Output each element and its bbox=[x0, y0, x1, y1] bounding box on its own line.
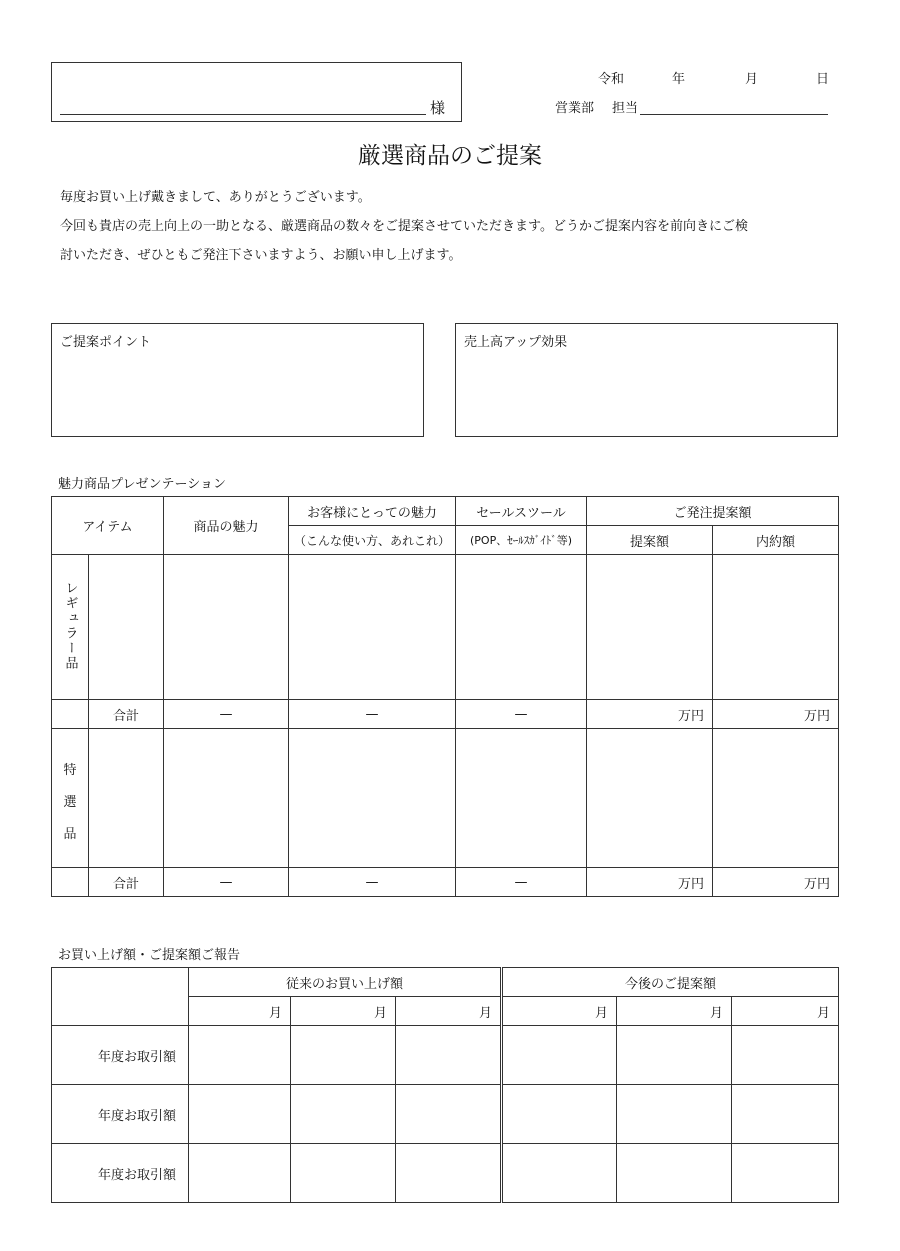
report-corner-cell bbox=[52, 968, 189, 1026]
report-cell bbox=[502, 1144, 617, 1203]
report-past-header: 従来のお買い上げ額 bbox=[189, 968, 502, 997]
regular-total-blank bbox=[52, 700, 89, 729]
report-past-month-3: 月 bbox=[396, 997, 502, 1026]
report-table bbox=[51, 967, 839, 1203]
report-cell bbox=[396, 1026, 502, 1085]
report-cell bbox=[617, 1085, 732, 1144]
regular-total-dash-2: — bbox=[289, 700, 456, 729]
regular-item-cell bbox=[89, 555, 164, 700]
regular-total-proposed-unit: 万円 bbox=[587, 700, 713, 729]
presentation-section-title: 魅力商品プレゼンテーション bbox=[58, 477, 226, 492]
proposal-points-box bbox=[51, 323, 424, 437]
date-month: 月 bbox=[745, 72, 759, 87]
rep-name-line bbox=[640, 114, 828, 115]
report-cell bbox=[291, 1144, 396, 1203]
report-cell bbox=[189, 1026, 291, 1085]
regular-contracted-cell bbox=[713, 555, 839, 700]
report-row-label-2: 年度お取引額 bbox=[52, 1085, 189, 1144]
report-cell bbox=[291, 1026, 396, 1085]
regular-total-dash-3: — bbox=[456, 700, 587, 729]
special-appeal-cell bbox=[164, 729, 289, 868]
report-future-header: 今後のご提案額 bbox=[502, 968, 839, 997]
recipient-name-line bbox=[60, 114, 426, 115]
page-title: 厳選商品のご提案 bbox=[358, 143, 542, 169]
special-total-proposed-unit: 万円 bbox=[587, 868, 713, 897]
regular-total-dash-1: — bbox=[164, 700, 289, 729]
special-item-cell bbox=[89, 729, 164, 868]
report-row-label-1: 年度お取引額 bbox=[52, 1026, 189, 1085]
report-cell bbox=[617, 1026, 732, 1085]
sales-effect-label: 売上高アップ効果 bbox=[464, 335, 568, 350]
report-past-month-2: 月 bbox=[291, 997, 396, 1026]
report-cell bbox=[291, 1085, 396, 1144]
report-cell bbox=[732, 1144, 839, 1203]
proposal-points-label: ご提案ポイント bbox=[60, 335, 152, 350]
special-total-dash-2: — bbox=[289, 868, 456, 897]
group-regular-text: レギュラー品 bbox=[62, 581, 78, 671]
special-proposed-cell bbox=[587, 729, 713, 868]
report-future-month-3: 月 bbox=[732, 997, 839, 1026]
recipient-suffix: 様 bbox=[430, 99, 446, 117]
group-regular-label bbox=[52, 555, 89, 700]
rep-label: 担当 bbox=[612, 101, 639, 116]
special-sales-tool-cell bbox=[456, 729, 587, 868]
header-item: アイテム bbox=[52, 497, 164, 555]
date-era: 令和 bbox=[598, 72, 625, 87]
header-contracted-amount: 内約額 bbox=[713, 526, 839, 555]
regular-appeal-cell bbox=[164, 555, 289, 700]
header-customer-appeal: お客様にとっての魅力 bbox=[289, 497, 456, 526]
header-order-amount: ご発注提案額 bbox=[587, 497, 839, 526]
special-total-contracted-unit: 万円 bbox=[713, 868, 839, 897]
header-customer-appeal-note: （こんな使い方、あれこれ） bbox=[289, 526, 456, 555]
report-future-month-1: 月 bbox=[502, 997, 617, 1026]
report-cell bbox=[189, 1085, 291, 1144]
group-special-char-2: 選 bbox=[63, 795, 77, 810]
special-total-dash-3: — bbox=[456, 868, 587, 897]
report-cell bbox=[617, 1144, 732, 1203]
group-special-char-3: 品 bbox=[63, 827, 77, 842]
intro-line-2: 今回も貴店の売上向上の一助となる、厳選商品の数々をご提案させていただきます。どうかご提案内容を前向きにご検 bbox=[60, 219, 748, 234]
report-cell bbox=[396, 1085, 502, 1144]
regular-proposed-cell bbox=[587, 555, 713, 700]
intro-line-1: 毎度お買い上げ戴きまして、ありがとうございます。 bbox=[60, 190, 371, 205]
special-total-blank bbox=[52, 868, 89, 897]
header-appeal: 商品の魅力 bbox=[164, 497, 289, 555]
recipient-box bbox=[51, 62, 462, 122]
report-cell bbox=[502, 1085, 617, 1144]
presentation-table bbox=[51, 496, 839, 897]
regular-total-contracted-unit: 万円 bbox=[713, 700, 839, 729]
report-section-title: お買い上げ額・ご提案額ご報告 bbox=[58, 948, 241, 963]
date-day: 日 bbox=[816, 72, 830, 87]
report-past-month-1: 月 bbox=[189, 997, 291, 1026]
report-cell bbox=[732, 1085, 839, 1144]
regular-sales-tool-cell bbox=[456, 555, 587, 700]
report-cell bbox=[189, 1144, 291, 1203]
group-special-char-1: 特 bbox=[63, 763, 77, 778]
special-customer-cell bbox=[289, 729, 456, 868]
header-proposed-amount: 提案額 bbox=[587, 526, 713, 555]
regular-total-label: 合計 bbox=[89, 700, 164, 729]
intro-line-3: 討いただき、ぜひともご発注下さいますよう、お願い申し上げます。 bbox=[60, 248, 462, 263]
report-future-month-2: 月 bbox=[617, 997, 732, 1026]
report-row-label-3: 年度お取引額 bbox=[52, 1144, 189, 1203]
report-cell bbox=[396, 1144, 502, 1203]
special-total-dash-1: — bbox=[164, 868, 289, 897]
date-year: 年 bbox=[672, 72, 686, 87]
report-cell bbox=[502, 1026, 617, 1085]
regular-customer-cell bbox=[289, 555, 456, 700]
sales-effect-box bbox=[455, 323, 838, 437]
dept-label: 営業部 bbox=[555, 101, 595, 116]
special-contracted-cell bbox=[713, 729, 839, 868]
group-special-label bbox=[52, 729, 89, 868]
report-cell bbox=[732, 1026, 839, 1085]
header-sales-tool: セールスツール bbox=[456, 497, 587, 526]
header-sales-tool-note: (POP、ｾｰﾙｽｶﾞｲﾄﾞ等) bbox=[456, 526, 587, 555]
special-total-label: 合計 bbox=[89, 868, 164, 897]
